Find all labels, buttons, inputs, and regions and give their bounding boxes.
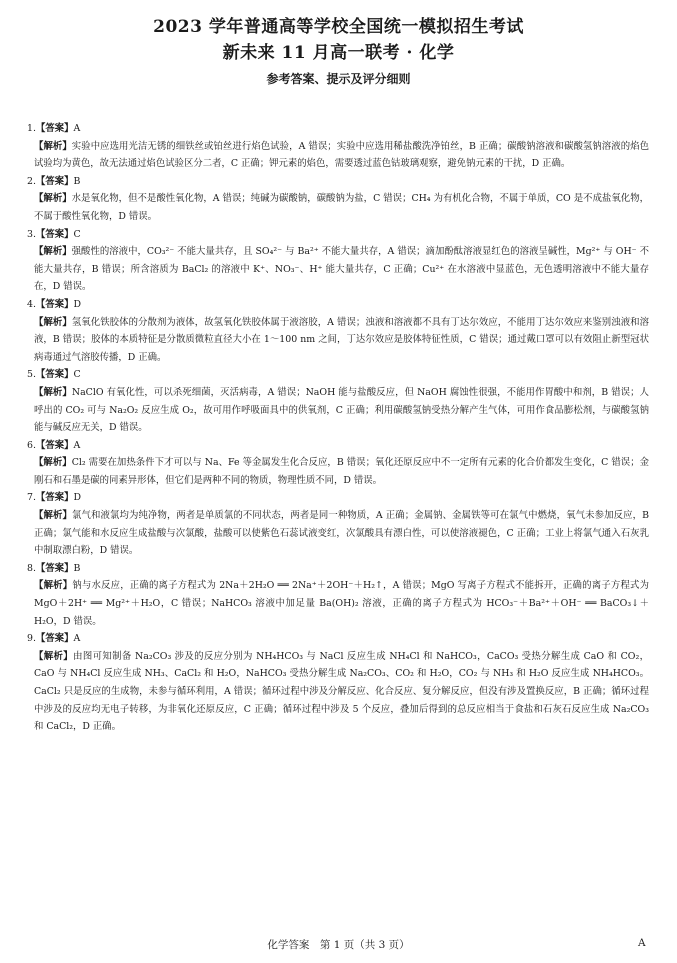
page-footer: 化学答案 第 1 页（共 3 页） [267, 939, 410, 951]
explanation-text: 实验中应选用光洁无锈的细铁丝或铂丝进行焰色试验，A 错误；实验中应选用稀盐酸洗净铂丝，B 正确；碳酸钠溶液和碳酸氢钠溶液的焰色试验均为黄色，故无法通过焰色试验区分二者，C 正确；钾元素的焰色，需要透过蓝色钴玻璃观察，避免钠元素的干扰，D 正确。 [34, 140, 649, 170]
answer-tag: 【答案】 [35, 369, 74, 381]
question-item-4 [27, 296, 649, 366]
explanation-tag: 【解析】 [34, 193, 72, 205]
explanation-tag: 【解析】 [34, 246, 72, 258]
paper-version-mark: A [638, 937, 646, 949]
question-item-2 [27, 173, 649, 226]
explanation-text: 水是氧化物，但不是酸性氧化物，A 错误；纯碱为碳酸钠，碳酸钠为盐，C 错误；CH₄ 为有机化合物，不属于单质，CO 是不成盐氧化物，不属于酸性氧化物，D 错误。 [34, 193, 649, 222]
question-number: 5. [27, 369, 36, 381]
answer-line [27, 120, 649, 138]
question-number: 3. [27, 228, 36, 240]
answer-choice: A [73, 439, 81, 451]
answer-tag: 【答案】 [35, 492, 74, 504]
question-item-1 [27, 120, 649, 173]
explanation-text: 强酸性的溶液中，CO₃²⁻ 不能大量共存，且 SO₄²⁻ 与 Ba²⁺ 不能大量共存，A 错误；滴加酚酞溶液显红色的溶液呈碱性，Mg²⁺ 与 OH⁻ 不能大量共存，B 错误；所含溶质为 BaCl₂ 的溶液中 K⁺、NO₃⁻、H⁺ 能大量共存，C 正确；Cu²⁺ 在水溶液中显蓝色，无色透明溶液中不能大量存在，D 错误。 [34, 246, 649, 293]
explanation-line [34, 384, 649, 437]
explanation-line [34, 577, 649, 630]
question-number: 8. [27, 562, 36, 574]
answer-tag: 【答案】 [35, 633, 74, 645]
explanation-tag: 【解析】 [34, 580, 73, 592]
answer-line [27, 296, 649, 314]
answer-choice: A [73, 123, 81, 134]
question-number: 7. [27, 492, 36, 504]
answer-line [27, 560, 649, 578]
question-item-5 [27, 366, 649, 436]
explanation-line [34, 190, 649, 225]
answer-choice: D [73, 492, 81, 504]
question-item-3 [27, 226, 649, 296]
question-number: 9. [27, 633, 36, 645]
explanation-tag: 【解析】 [34, 510, 72, 522]
answer-tag: 【答案】 [35, 175, 74, 187]
explanation-text: 氯气和液氯均为纯净物，两者是单质氯的不同状态，两者是同一种物质，A 正确；金属钠、金属铁等可在氯气中燃烧，氧气未参加反应，B 正确；氯气能和水反应生成盐酸与次氯酸，盐酸可以使紫色石蕊试液变红，次氯酸具有漂白性，可以使溶液褪色，C 正确；工业上将氯气通入石灰乳中制取漂白粉，D 错误。 [34, 510, 649, 557]
explanation-tag: 【解析】 [34, 650, 74, 662]
question-number: 2. [27, 175, 36, 187]
answer-tag: 【答案】 [35, 123, 74, 134]
answer-choice: C [73, 369, 81, 381]
explanation-line [34, 138, 649, 173]
explanation-text: 由图可知制备 Na₂CO₃ 涉及的反应分别为 NH₄HCO₃ 与 NaCl 反应生成 NH₄Cl 和 NaHCO₃，CaCO₃ 受热分解生成 CaO 和 CO₂，CaO 与 NH₄Cl 反应生成 NH₃、CaCl₂ 和 H₂O，NaHCO₃ 受热分解生成 Na₂CO₃、CO₂ 和 H₂O，CO₂ 与 NH₃ 和 H₂O 反应生成 NH₄HCO₃。CaCl₂ 只是反应的生成物，未参与循环利用，A 错误；循环过程中涉及分解反应、化合反应、复分解反应，但没有涉及置换反应，B 正确；循环过程中涉及的反应均无电子转移，为非氧化还原反应，C 正确；循环过程中涉及 5 个反应，叠加后得到的总反应相当于食盐和石灰石反应生成 Na₂CO₃ 和 CaCl₂，D 正确。 [34, 650, 649, 733]
explanation-line [34, 243, 649, 296]
question-number: 4. [27, 298, 36, 310]
question-item-7 [27, 489, 649, 559]
answer-tag: 【答案】 [35, 439, 74, 451]
answer-choice: A [73, 633, 81, 645]
explanation-line [34, 507, 649, 560]
explanation-tag: 【解析】 [34, 386, 72, 398]
question-item-8 [27, 560, 649, 630]
answer-line [27, 630, 649, 648]
explanation-text: 钠与水反应，正确的离子方程式为 2Na＋2H₂O ══ 2Na⁺＋2OH⁻＋H₂↑，A 错误；MgO 写离子方程式不能拆开，正确的离子方程式为 MgO＋2H⁺ ══ Mg²⁺＋H₂O，C 错误；NaHCO₃ 溶液中加足量 Ba(OH)₂ 溶液，正确的离子方程式为 HCO₃⁻＋Ba²⁺＋OH⁻ ══ BaCO₃↓＋H₂O，D 错误。 [34, 580, 649, 627]
answer-line [27, 173, 649, 191]
answer-choice: C [73, 228, 81, 240]
answer-line [27, 437, 649, 455]
question-number: 6. [27, 439, 36, 451]
explanation-text: Cl₂ 需要在加热条件下才可以与 Na、Fe 等金属发生化合反应，B 错误；氧化还原反应中不一定所有元素的化合价都发生变化，C 错误；金刚石和石墨是碳的同素异形体，但它们是两种不同的物质，物理性质不同，D 错误。 [34, 457, 649, 486]
answer-tag: 【答案】 [35, 298, 74, 310]
answer-line [27, 489, 649, 507]
exam-subtitle: 新未来 11 月高一联考 · 化学 [222, 43, 455, 63]
question-item-9 [27, 630, 649, 736]
explanation-line [34, 454, 649, 489]
explanation-text: 氢氧化铁胶体的分散剂为液体，故氢氧化铁胶体属于液溶胶，A 错误；浊液和溶液都不具有丁达尔效应，不能用丁达尔效应来鉴别浊液和溶液，B 错误；胶体的本质特征是分散质微粒直径大小在 1～100 nm 之间，丁达尔效应是胶体特征性质，C 错误；通过戴口罩可以有效阻止新型冠状病毒通过气溶胶传播，D 正确。 [34, 316, 649, 363]
answer-choice: B [73, 562, 81, 574]
explanation-tag: 【解析】 [34, 140, 72, 152]
question-item-6 [27, 437, 649, 490]
question-number: 1. [27, 123, 36, 134]
answer-list [27, 120, 649, 736]
answer-line [27, 226, 649, 244]
explanation-line [34, 314, 649, 367]
explanation-text: NaClO 有氧化性，可以杀死细菌，灭活病毒，A 错误；NaOH 能与盐酸反应，但 NaOH 腐蚀性很强，不能用作胃酸中和剂，B 错误；人呼出的 CO₂ 可与 Na₂O₂ 反应生成 O₂，故可用作呼吸面具中的供氧剂，C 正确；利用碳酸氢钠受热分解产生气体，可用作食品膨松剂，与碳酸氢钠能与碱反应无关，D 错误。 [34, 386, 649, 434]
answer-line [27, 366, 649, 384]
answer-key-heading: 参考答案、提示及评分细则 [266, 72, 411, 86]
answer-tag: 【答案】 [35, 562, 74, 574]
explanation-line [34, 648, 649, 736]
answer-choice: D [73, 298, 81, 310]
explanation-tag: 【解析】 [34, 457, 72, 469]
answer-tag: 【答案】 [35, 228, 74, 240]
exam-title: 2023 学年普通高等学校全国统一模拟招生考试 [153, 17, 524, 37]
explanation-tag: 【解析】 [34, 316, 72, 328]
answer-choice: B [73, 175, 81, 187]
